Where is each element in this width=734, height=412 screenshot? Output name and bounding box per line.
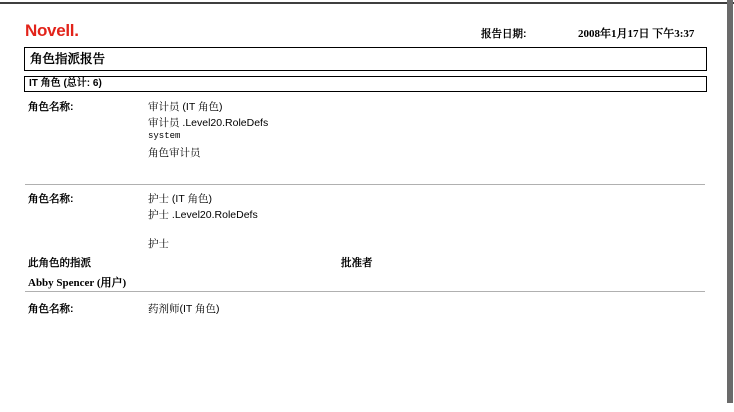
role-description-line: 角色审计员	[148, 147, 201, 159]
role-name-line: 药剂师(IT 角色)	[148, 303, 220, 315]
role-name-line: 审计员 (IT 角色)	[148, 101, 223, 113]
section-divider	[25, 291, 705, 292]
role-name-label: 角色名称:	[28, 303, 74, 315]
role-description-line: 护士	[148, 238, 169, 250]
report-title-bar	[24, 47, 707, 71]
report-date-value: 2008年1月17日 下午3:37	[578, 28, 695, 40]
report-title: 角色指派报告	[30, 52, 106, 66]
assignment-user: Abby Spencer (用户)	[28, 277, 127, 289]
window-right-edge	[727, 0, 733, 403]
section-divider	[25, 184, 705, 185]
role-owner-line: system	[148, 131, 181, 141]
window-top-border	[0, 2, 734, 4]
assignments-header: 此角色的指派	[28, 257, 91, 269]
category-header: IT 角色 (总计: 6)	[29, 78, 102, 89]
category-header-bar	[24, 76, 707, 92]
role-dn-line: 审计员 .Level20.RoleDefs	[148, 117, 269, 129]
report-date-label: 报告日期:	[481, 28, 527, 40]
role-name-line: 护士 (IT 角色)	[148, 193, 212, 205]
approver-header: 批准者	[341, 257, 373, 269]
role-dn-line: 护士 .Level20.RoleDefs	[148, 209, 258, 221]
role-name-label: 角色名称:	[28, 101, 74, 113]
role-name-label: 角色名称:	[28, 193, 74, 205]
novell-logo: Novell.	[25, 21, 79, 40]
